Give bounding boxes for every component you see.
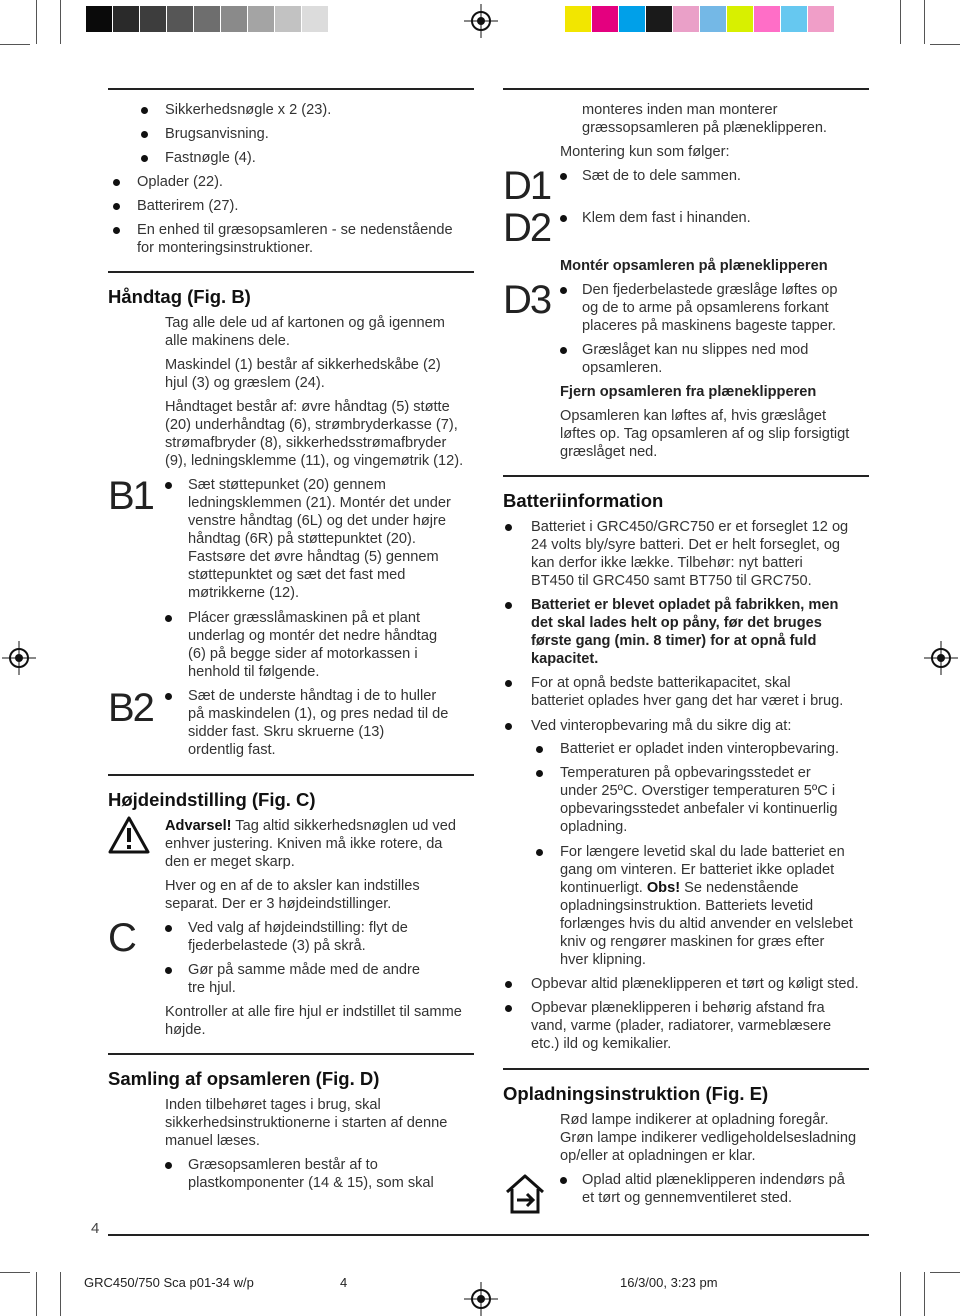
color-swatch (754, 6, 780, 32)
color-swatch (592, 6, 618, 32)
subheading: Montér opsamleren på plæneklipperen (560, 258, 828, 274)
paragraph-line: (6) på begge sider af motorkassen i (188, 646, 418, 662)
section-rule (503, 475, 869, 477)
paragraph-line: Maskindel (1) består af sikkerhedskåbe (2) (165, 357, 441, 373)
list-item: Brugsanvisning. (165, 126, 269, 142)
paragraph-line: strømafbryder (8), sikkerhedsstrømafbryder (165, 435, 447, 451)
paragraph-line: et tørt og gennemventileret sted. (582, 1190, 793, 1206)
paragraph-line: fjederbelastede (3) på skrå. (188, 938, 366, 954)
bullet (165, 482, 172, 489)
bullet (505, 1005, 512, 1012)
color-swatch (113, 6, 139, 32)
paragraph-line: Plácer græsslåmaskinen på et plant (188, 610, 420, 626)
bullet (165, 1162, 172, 1169)
page-number: 4 (91, 1220, 100, 1237)
crop-mark (60, 1272, 61, 1316)
paragraph-line: Hver og en af de to aksler kan indstilles (165, 878, 420, 894)
bullet (536, 849, 543, 856)
paragraph-line: møtrikkerne (12). (188, 585, 300, 601)
obs-label: Obs! (646, 880, 681, 896)
bullet (165, 615, 172, 622)
bold-line: Batteriet er blevet opladet på fabrikken, men (531, 597, 839, 613)
column-rule (503, 88, 869, 90)
paragraph-line: løftes op. Tag opsamleren af og slip forsigtigt (560, 426, 850, 442)
bullet (505, 602, 512, 609)
figure-label-b2: B2 (108, 686, 153, 730)
paragraph-line: venstre håndtag (6L) og det under højre (188, 513, 446, 529)
bullet (560, 1177, 567, 1184)
paragraph-line: Græsopsamleren består af to (188, 1157, 378, 1173)
bullet (165, 925, 172, 932)
paragraph-line: Batteriet er opladet inden vinteropbevaring. (560, 741, 840, 757)
paragraph-line: græssopsamleren på plæneklipperen. (582, 120, 827, 136)
crop-mark (36, 1272, 37, 1316)
registration-target-icon (464, 1282, 498, 1316)
paragraph-line: ordentlig fast. (188, 742, 276, 758)
bold-line: det skal lades helt op påny, før det bruges (531, 615, 822, 631)
list-item: Sikkerhedsnøgle x 2 (23). (165, 102, 332, 118)
color-swatch (565, 6, 591, 32)
section-heading: Samling af opsamleren (Fig. D) (108, 1068, 380, 1089)
paragraph-line: Klem dem fast i hinanden. (582, 210, 751, 226)
color-swatch (221, 6, 247, 32)
paragraph-line: hver klipning. (560, 952, 646, 968)
color-swatch (808, 6, 834, 32)
bullet (560, 215, 567, 222)
paragraph-line: op/eller at opladningen er klar. (560, 1148, 756, 1164)
bullet (536, 770, 543, 777)
list-item: Batterirem (27). (137, 198, 239, 214)
crop-mark (924, 0, 925, 44)
paragraph-line: Rød lampe indikerer at opladning foregår. (560, 1112, 829, 1128)
crop-mark (0, 44, 30, 45)
paragraph-line: Sæt støttepunket (20) gennem (188, 477, 386, 493)
paragraph-line: Batteriet i GRC450/GRC750 er et forseglet 12 og (531, 519, 849, 535)
paragraph-line: kan derfor ikke lække. Tilbehør: nyt batteri (531, 555, 803, 571)
section-heading: Højdeindstilling (Fig. C) (108, 789, 316, 810)
bullet (165, 967, 172, 974)
paragraph-line: For længere levetid skal du lade batteriet en (560, 844, 845, 860)
crop-mark (924, 1272, 925, 1316)
paragraph-line: Oplad altid plæneklipperen indendørs på (582, 1172, 845, 1188)
paragraph-line: Kontroller at alle fire hjul er indstillet til samme (165, 1004, 462, 1020)
paragraph-line: og de to arme på opsamlerens forkant (582, 300, 829, 316)
paragraph-line: separat. Der er 3 højdeindstillinger. (165, 896, 392, 912)
paragraph-line: ledningsklemmen (21). Montér det under (188, 495, 451, 511)
warning-line (165, 817, 456, 835)
figure-label-d3: D3 (503, 278, 551, 322)
footer-page: 4 (340, 1275, 348, 1290)
paragraph-line: opsamleren. (582, 360, 663, 376)
figure-label-d2: D2 (503, 206, 551, 250)
color-swatch (673, 6, 699, 32)
crop-mark (0, 1272, 30, 1273)
color-swatch (727, 6, 753, 32)
color-swatch (275, 6, 301, 32)
bullet (141, 155, 148, 162)
paragraph-line: Opsamleren kan løftes af, hvis græslåget (560, 408, 827, 424)
section-rule (503, 1068, 869, 1070)
footer-date: 16/3/00, 3:23 pm (620, 1275, 718, 1290)
paragraph-line: Håndtaget består af: øvre håndtag (5) støtte (165, 399, 450, 415)
color-swatch (86, 6, 112, 32)
paragraph-line: sidder fast. Skru skruerne (13) (188, 724, 385, 740)
section-rule (108, 774, 474, 776)
paragraph-line: (20) underhåndtag (6), strømbryderkasse (7), (165, 417, 458, 433)
paragraph-line: vand, varme (plader, radiatorer, varmeblæsere (531, 1018, 832, 1034)
paragraph-line: opbevaringsstedet anbefaler vi kontinuerlig (560, 801, 838, 817)
paragraph-line: gang om vinteren. Er batteriet ikke opladet (560, 862, 835, 878)
bold-line: første gang (min. 8 timer) for at opnå fuld (531, 633, 817, 649)
column-rule (108, 88, 474, 90)
paragraph-line: på maskindelen (1), og pres nedad til de (188, 706, 449, 722)
crop-mark (930, 1272, 960, 1273)
warning-text: Tag altid sikkerhedsnøglen ud ved (231, 818, 456, 834)
crop-mark (900, 0, 901, 44)
color-swatch (619, 6, 645, 32)
paragraph-line: Tag alle dele ud af kartonen og gå igennem (165, 315, 445, 331)
text-run: Se nedenstående (680, 880, 799, 896)
paragraph-line (560, 879, 799, 897)
bullet (505, 524, 512, 531)
bullet (536, 746, 543, 753)
color-swatch (302, 6, 328, 32)
crop-mark (900, 1272, 901, 1316)
figure-label-c: C (108, 916, 135, 960)
paragraph-line: Opbevar altid plæneklipperen et tørt og køligt sted. (531, 976, 859, 992)
paragraph-line: den er meget skarp. (165, 854, 295, 870)
paragraph-line: henhold til følgende. (188, 664, 320, 680)
paragraph-line: Fastsøre det øvre håndtag (5) gennem (188, 549, 439, 565)
list-item: En enhed til græsopsamleren - se nedenstående (137, 222, 453, 238)
paragraph-line: plastkomponenter (14 & 15), som skal (188, 1175, 434, 1191)
paragraph-line: Ved valg af højdeindstilling: flyt de (188, 920, 408, 936)
paragraph-line: håndtag (6R) på støttepunktet (20). (188, 531, 416, 547)
paragraph-line: Temperaturen på opbevaringsstedet er (560, 765, 811, 781)
paragraph-line: Gør på samme måde med de andre (188, 962, 420, 978)
crop-mark (60, 0, 61, 44)
registration-target-icon (464, 4, 498, 38)
paragraph-line: enhver justering. Kniven må ikke rotere, da (165, 836, 443, 852)
color-swatch (646, 6, 672, 32)
paragraph-line: batteriet oplades hver gang det har været i brug. (531, 693, 844, 709)
paragraph-line: monteres inden man monterer (582, 102, 778, 118)
subheading: Fjern opsamleren fra plæneklipperen (560, 384, 817, 400)
footer-file: GRC450/750 Sca p01-34 w/p (84, 1275, 254, 1290)
registration-target-icon (924, 641, 958, 675)
crop-mark (930, 44, 960, 45)
section-heading: Batteriinformation (503, 490, 664, 511)
figure-label-d1: D1 (503, 164, 551, 208)
list-item-cont: for monteringsinstruktioner. (137, 240, 314, 256)
paragraph-line: BT450 til GRC450 samt BT750 til GRC750. (531, 573, 812, 589)
paragraph-line: kniv og rengører maskinen for græs efter (560, 934, 825, 950)
paragraph-line: forlænges hvis du altid anvender en velslebet (560, 916, 853, 932)
list-item: Oplader (22). (137, 174, 223, 190)
section-heading: Håndtag (Fig. B) (108, 286, 251, 307)
color-swatch (248, 6, 274, 32)
list-item: Fastnøgle (4). (165, 150, 256, 166)
bullet (113, 179, 120, 186)
bullet (113, 227, 120, 234)
paragraph-line: Græslåget kan nu slippes ned mod (582, 342, 809, 358)
paragraph-line: græslåget ned. (560, 444, 658, 460)
bullet (505, 680, 512, 687)
bullet (141, 131, 148, 138)
paragraph-line: manuel læses. (165, 1133, 260, 1149)
paragraph-line: sikkerhedsinstruktionerne i starten af denne (165, 1115, 448, 1131)
bullet (560, 173, 567, 180)
paragraph-line: Montering kun som følger: (560, 144, 730, 160)
figure-label-b1: B1 (108, 474, 153, 518)
color-swatch (140, 6, 166, 32)
crop-mark (36, 0, 37, 44)
paragraph-line: under 25ºC. Overstiger temperaturen 5ºC i (560, 783, 836, 799)
bullet (560, 287, 567, 294)
bold-line: kapacitet. (531, 651, 599, 667)
paragraph-line: Ved vinteropbevaring må du sikre dig at: (531, 718, 792, 734)
registration-target-icon (2, 641, 36, 675)
paragraph-line: Grøn lampe indikerer vedligeholdelsesladning (560, 1130, 857, 1146)
indoor-house-icon (503, 1172, 547, 1216)
paragraph-line: højde. (165, 1022, 206, 1038)
paragraph-line: Sæt de to dele sammen. (582, 168, 741, 184)
paragraph-line: etc.) ild og kemikalier. (531, 1036, 672, 1052)
section-rule (108, 271, 474, 273)
warning-label: Advarsel! (165, 818, 232, 834)
paragraph-line: tre hjul. (188, 980, 236, 996)
bullet (505, 981, 512, 988)
bullet (560, 347, 567, 354)
paragraph-line: placeres på maskinens bageste tapper. (582, 318, 836, 334)
color-swatch (167, 6, 193, 32)
paragraph-line: opladningsinstruktion. Batteriets levetid (560, 898, 814, 914)
paragraph-line: Inden tilbehøret tages i brug, skal (165, 1097, 381, 1113)
bullet (113, 203, 120, 210)
section-heading: Opladningsinstruktion (Fig. E) (503, 1083, 769, 1104)
paragraph-line: opladning. (560, 819, 628, 835)
paragraph-line: (9), ledningsklemme (11), og vingemøtrik (12). (165, 453, 464, 469)
section-rule (108, 1053, 474, 1055)
paragraph-line: alle makinens dele. (165, 333, 290, 349)
color-swatch (700, 6, 726, 32)
bullet (505, 723, 512, 730)
color-swatch (194, 6, 220, 32)
paragraph-line: Opbevar plæneklipperen i behørig afstand fra (531, 1000, 825, 1016)
paragraph-line: For at opnå bedste batterikapacitet, skal (531, 675, 791, 691)
paragraph-line: underlag og montér det nedre håndtag (188, 628, 438, 644)
paragraph-line: støttepunktet og sæt det fast med (188, 567, 406, 583)
text-run: kontinuerligt. (560, 880, 647, 896)
paragraph-line: 24 volts bly/syre batteri. Det er helt forseglet, og (531, 537, 841, 553)
paragraph-line: Den fjederbelastede græslåge løftes op (582, 282, 838, 298)
color-swatch (781, 6, 807, 32)
paragraph-line: hjul (3) og græslem (24). (165, 375, 325, 391)
bullet (165, 693, 172, 700)
bullet (141, 107, 148, 114)
bottom-rule (108, 1234, 869, 1236)
warning-triangle-icon (108, 815, 150, 855)
paragraph-line: Sæt de underste håndtag i de to huller (188, 688, 437, 704)
